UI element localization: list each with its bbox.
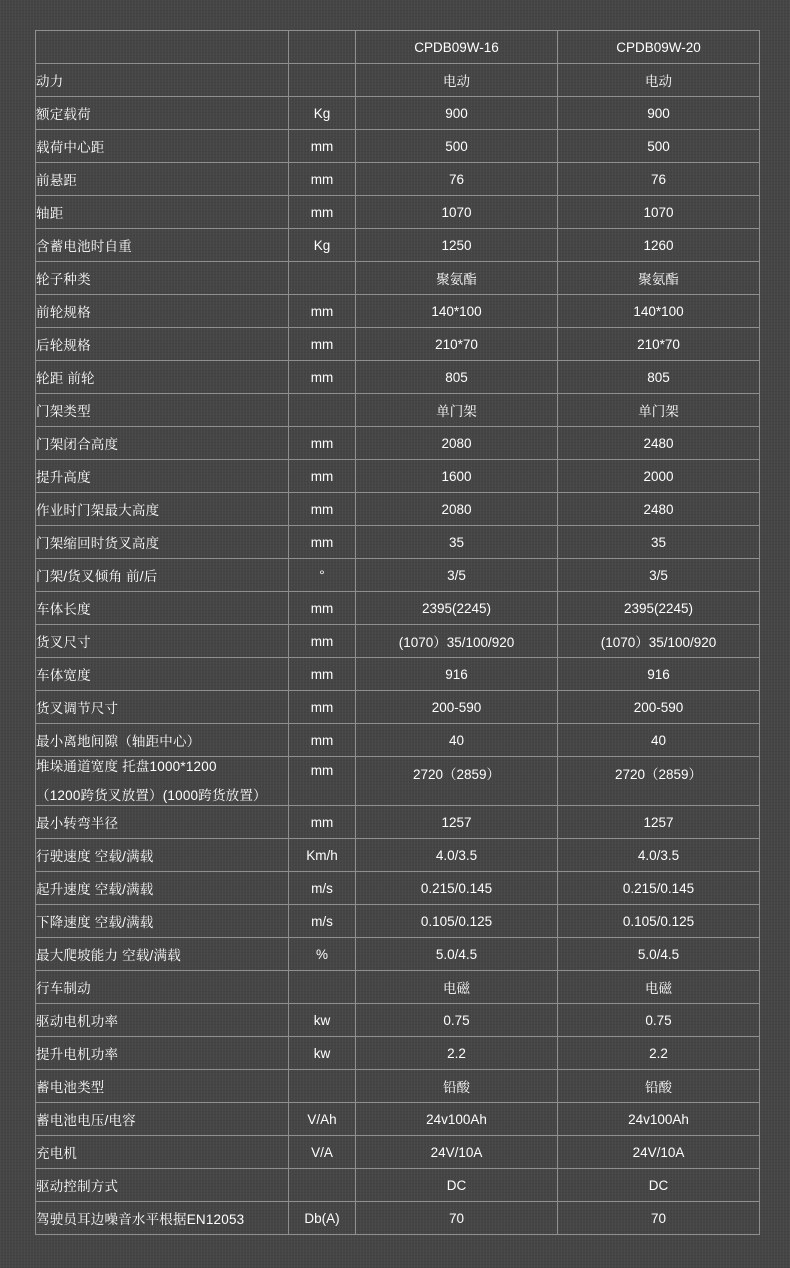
row-value-model-2: 电磁	[558, 971, 760, 1004]
row-value-model-1: 24v100Ah	[356, 1103, 558, 1136]
row-unit: Db(A)	[289, 1202, 356, 1235]
row-label: 提升电机功率	[36, 1037, 289, 1070]
row-label: 最小离地间隙（轴距中心）	[36, 724, 289, 757]
row-value-model-1: 2720（2859）	[356, 757, 558, 806]
header-cell-name	[36, 31, 289, 64]
row-unit	[289, 1070, 356, 1103]
table-row	[36, 1070, 760, 1103]
row-value-model-2: (1070）35/100/920	[558, 625, 760, 658]
specifications-table	[35, 30, 760, 1235]
row-label: 动力	[36, 64, 289, 97]
row-label: 驱动控制方式	[36, 1169, 289, 1202]
row-value-model-1: 0.105/0.125	[356, 905, 558, 938]
row-value-model-2: 40	[558, 724, 760, 757]
row-value-model-2: 聚氨酯	[558, 262, 760, 295]
row-unit	[289, 262, 356, 295]
row-value-model-1: 铅酸	[356, 1070, 558, 1103]
row-value-model-1: 24V/10A	[356, 1136, 558, 1169]
row-value-model-2: 500	[558, 130, 760, 163]
row-value-model-2: 916	[558, 658, 760, 691]
row-label-line-2: （1200跨货叉放置）(1000跨货放置）	[36, 788, 267, 803]
table-row	[36, 625, 760, 658]
row-unit: mm	[289, 460, 356, 493]
row-value-model-2: 2480	[558, 427, 760, 460]
table-row	[36, 361, 760, 394]
row-value-model-1: 210*70	[356, 328, 558, 361]
row-value-model-2: 70	[558, 1202, 760, 1235]
table-row	[36, 971, 760, 1004]
row-value-model-1: 805	[356, 361, 558, 394]
row-label: 载荷中心距	[36, 130, 289, 163]
row-label: 前轮规格	[36, 295, 289, 328]
row-value-model-1: (1070）35/100/920	[356, 625, 558, 658]
row-value-model-2: 140*100	[558, 295, 760, 328]
row-unit: °	[289, 559, 356, 592]
row-value-model-1: 70	[356, 1202, 558, 1235]
header-cell-model-2: CPDB09W-20	[558, 31, 760, 64]
row-unit: mm	[289, 196, 356, 229]
row-value-model-1: 2080	[356, 427, 558, 460]
row-label: 驱动电机功率	[36, 1004, 289, 1037]
table-row	[36, 1037, 760, 1070]
row-unit: mm	[289, 493, 356, 526]
row-label	[36, 757, 289, 806]
row-unit: kw	[289, 1004, 356, 1037]
row-value-model-2: 2000	[558, 460, 760, 493]
row-value-model-1: 0.75	[356, 1004, 558, 1037]
table-row	[36, 806, 760, 839]
row-value-model-2: 900	[558, 97, 760, 130]
table-row	[36, 229, 760, 262]
row-value-model-1: 2395(2245)	[356, 592, 558, 625]
row-label: 轮子种类	[36, 262, 289, 295]
table-row	[36, 196, 760, 229]
row-value-model-2: 0.105/0.125	[558, 905, 760, 938]
table-row	[36, 1169, 760, 1202]
row-value-model-2: 3/5	[558, 559, 760, 592]
row-label: 蓄电池电压/电容	[36, 1103, 289, 1136]
row-value-model-2: 1257	[558, 806, 760, 839]
row-unit: %	[289, 938, 356, 971]
table-row	[36, 839, 760, 872]
row-value-model-1: 1070	[356, 196, 558, 229]
row-unit: mm	[289, 361, 356, 394]
row-unit	[289, 971, 356, 1004]
row-value-model-1: 4.0/3.5	[356, 839, 558, 872]
row-label: 门架/货叉倾角 前/后	[36, 559, 289, 592]
table-body	[36, 31, 760, 1235]
row-label: 作业时门架最大高度	[36, 493, 289, 526]
table-row	[36, 328, 760, 361]
row-unit: mm	[289, 658, 356, 691]
row-value-model-2: 210*70	[558, 328, 760, 361]
row-value-model-2: 2.2	[558, 1037, 760, 1070]
table-row	[36, 724, 760, 757]
row-unit: mm	[289, 163, 356, 196]
table-row	[36, 394, 760, 427]
header-cell-unit	[289, 31, 356, 64]
row-value-model-2: 200-590	[558, 691, 760, 724]
row-unit: mm	[289, 625, 356, 658]
row-value-model-2: 24V/10A	[558, 1136, 760, 1169]
row-label: 最小转弯半径	[36, 806, 289, 839]
row-label: 行驶速度 空载/满载	[36, 839, 289, 872]
table-row	[36, 658, 760, 691]
row-value-model-1: 1250	[356, 229, 558, 262]
table-row	[36, 163, 760, 196]
row-unit: mm	[289, 757, 356, 806]
row-unit: mm	[289, 724, 356, 757]
row-label: 前悬距	[36, 163, 289, 196]
row-label: 轴距	[36, 196, 289, 229]
row-label: 充电机	[36, 1136, 289, 1169]
row-unit	[289, 1169, 356, 1202]
row-value-model-2: 2395(2245)	[558, 592, 760, 625]
table-row	[36, 1202, 760, 1235]
row-value-model-1: 聚氨酯	[356, 262, 558, 295]
table-row	[36, 1103, 760, 1136]
table-row	[36, 493, 760, 526]
row-label: 下降速度 空载/满载	[36, 905, 289, 938]
row-value-model-1: 40	[356, 724, 558, 757]
row-label: 含蓄电池时自重	[36, 229, 289, 262]
header-cell-model-1: CPDB09W-16	[356, 31, 558, 64]
row-label: 货叉尺寸	[36, 625, 289, 658]
row-value-model-2: 2720（2859）	[558, 757, 760, 806]
row-value-model-1: 140*100	[356, 295, 558, 328]
table-row	[36, 559, 760, 592]
table-row	[36, 1136, 760, 1169]
row-value-model-2: DC	[558, 1169, 760, 1202]
row-label: 车体长度	[36, 592, 289, 625]
row-value-model-2: 24v100Ah	[558, 1103, 760, 1136]
row-value-model-1: 电动	[356, 64, 558, 97]
row-label: 提升高度	[36, 460, 289, 493]
row-unit: mm	[289, 295, 356, 328]
table-row	[36, 130, 760, 163]
row-unit: mm	[289, 427, 356, 460]
row-unit: mm	[289, 130, 356, 163]
table-row	[36, 905, 760, 938]
table-row	[36, 460, 760, 493]
row-unit: Kg	[289, 97, 356, 130]
row-label: 货叉调节尺寸	[36, 691, 289, 724]
row-unit: mm	[289, 526, 356, 559]
row-label: 起升速度 空载/满载	[36, 872, 289, 905]
row-unit: V/A	[289, 1136, 356, 1169]
table-row	[36, 97, 760, 130]
table-row	[36, 938, 760, 971]
row-value-model-1: 0.215/0.145	[356, 872, 558, 905]
table-row	[36, 592, 760, 625]
row-value-model-1: 3/5	[356, 559, 558, 592]
row-label: 蓄电池类型	[36, 1070, 289, 1103]
row-value-model-1: 900	[356, 97, 558, 130]
row-unit: mm	[289, 691, 356, 724]
table-row	[36, 872, 760, 905]
row-value-model-2: 1070	[558, 196, 760, 229]
row-label: 驾驶员耳边噪音水平根据EN12053	[36, 1202, 289, 1235]
row-value-model-1: 500	[356, 130, 558, 163]
row-value-model-2: 805	[558, 361, 760, 394]
row-label: 门架类型	[36, 394, 289, 427]
row-value-model-1: 2.2	[356, 1037, 558, 1070]
row-unit: m/s	[289, 872, 356, 905]
row-value-model-2: 76	[558, 163, 760, 196]
row-value-model-2: 4.0/3.5	[558, 839, 760, 872]
table-row	[36, 757, 760, 806]
row-unit: kw	[289, 1037, 356, 1070]
row-unit: mm	[289, 806, 356, 839]
table-row	[36, 1004, 760, 1037]
table-row	[36, 64, 760, 97]
row-value-model-1: 1257	[356, 806, 558, 839]
table-row	[36, 691, 760, 724]
row-unit	[289, 394, 356, 427]
row-label: 后轮规格	[36, 328, 289, 361]
row-label-line-1: 堆垛通道宽度 托盘1000*1200	[36, 759, 217, 774]
row-unit: mm	[289, 592, 356, 625]
row-value-model-1: DC	[356, 1169, 558, 1202]
row-value-model-1: 35	[356, 526, 558, 559]
table-header-row	[36, 31, 760, 64]
row-value-model-2: 0.215/0.145	[558, 872, 760, 905]
row-value-model-2: 铅酸	[558, 1070, 760, 1103]
row-label: 轮距 前轮	[36, 361, 289, 394]
row-value-model-2: 35	[558, 526, 760, 559]
row-label: 门架闭合高度	[36, 427, 289, 460]
table-row	[36, 295, 760, 328]
row-value-model-2: 单门架	[558, 394, 760, 427]
row-unit: V/Ah	[289, 1103, 356, 1136]
row-value-model-1: 5.0/4.5	[356, 938, 558, 971]
table-row	[36, 262, 760, 295]
row-value-model-1: 200-590	[356, 691, 558, 724]
row-value-model-1: 1600	[356, 460, 558, 493]
row-label: 车体宽度	[36, 658, 289, 691]
row-value-model-1: 电磁	[356, 971, 558, 1004]
row-value-model-2: 2480	[558, 493, 760, 526]
row-value-model-1: 76	[356, 163, 558, 196]
row-unit: mm	[289, 328, 356, 361]
row-label: 额定载荷	[36, 97, 289, 130]
row-unit: Kg	[289, 229, 356, 262]
row-value-model-2: 电动	[558, 64, 760, 97]
row-label: 门架缩回时货叉高度	[36, 526, 289, 559]
row-label: 行车制动	[36, 971, 289, 1004]
table-row	[36, 526, 760, 559]
row-value-model-2: 5.0/4.5	[558, 938, 760, 971]
row-value-model-2: 0.75	[558, 1004, 760, 1037]
row-value-model-1: 916	[356, 658, 558, 691]
table-row	[36, 427, 760, 460]
row-label: 最大爬坡能力 空载/满载	[36, 938, 289, 971]
row-unit: m/s	[289, 905, 356, 938]
row-unit: Km/h	[289, 839, 356, 872]
row-value-model-1: 2080	[356, 493, 558, 526]
row-value-model-1: 单门架	[356, 394, 558, 427]
row-value-model-2: 1260	[558, 229, 760, 262]
row-unit	[289, 64, 356, 97]
